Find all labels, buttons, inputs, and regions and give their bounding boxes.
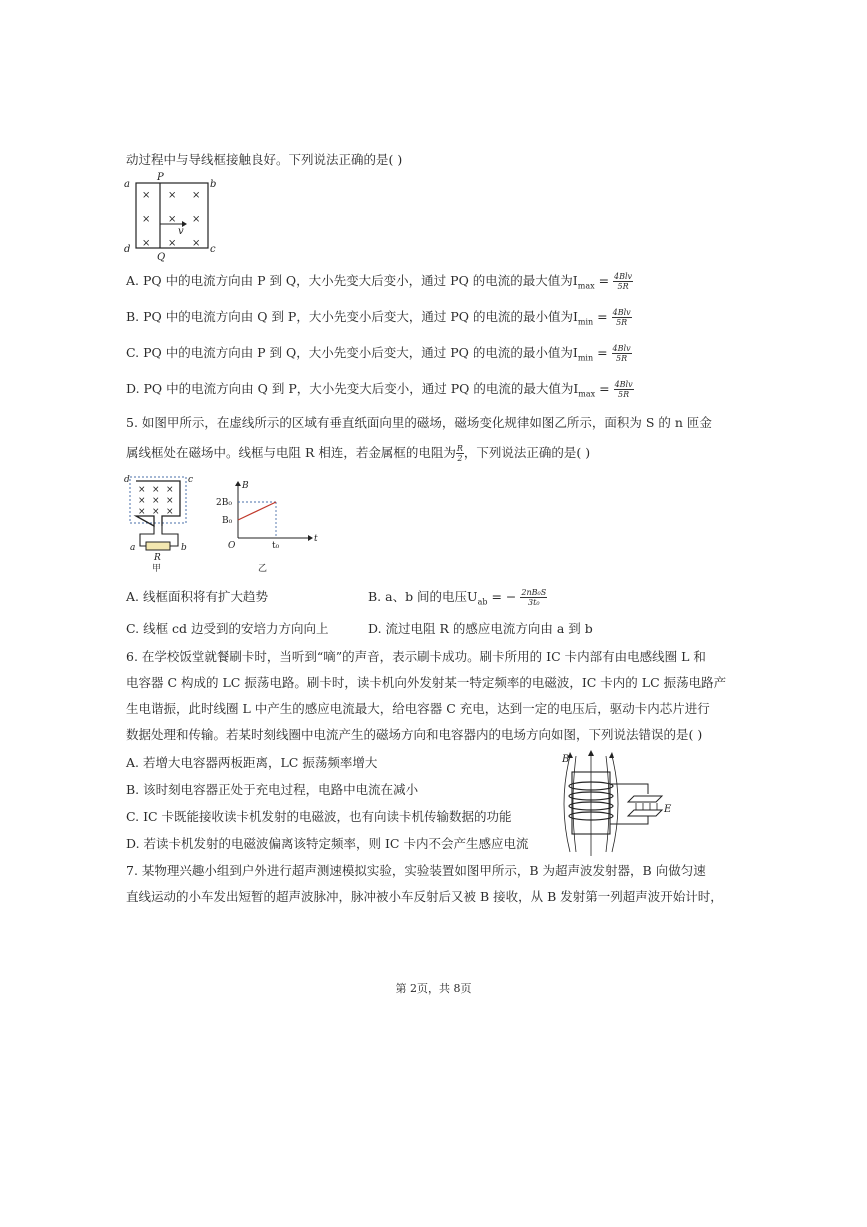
q5-line-2: 属线框处在磁场中。线框与电阻 R 相连，若金属框的电阻为 $\frac{R}{2}$ ，下列说法正确的是( ) (126, 444, 591, 463)
q6-option-a: A. 若增大电容器两板距离，LC 振荡频率增大 (126, 755, 378, 770)
q4-label-v: v (178, 226, 184, 237)
q5-jia-cross: × (138, 507, 146, 517)
q5-jia-cross: × (152, 496, 160, 506)
q5-option-d: D. 流过电阻 R 的感应电流方向由 a 到 b (368, 621, 593, 636)
q5-jia-label-a: a (130, 543, 136, 553)
q5-jia-label-d: d (124, 475, 130, 485)
q5-line-1: 5. 如图甲所示，在虚线所示的区域有垂直纸面向里的磁场，磁场变化规律如图乙所示，面积为 S 的 n 匝金 (126, 415, 712, 430)
q6-line-4: 数据处理和传输。若某时刻线圈中电流产生的磁场方向和电容器内的电场方向如图，下列说法错误的是( ) (126, 727, 703, 742)
q5-jia-label-b: b (181, 543, 187, 553)
q4-cross: × (168, 238, 177, 249)
q4-label-p: P (157, 172, 164, 183)
q4-cross: × (192, 214, 201, 225)
q5-figure-yi (212, 478, 322, 574)
q5-jia-cross: × (166, 496, 174, 506)
q6-label-b: B (562, 754, 570, 765)
q5-yi-tick-t0: t₀ (272, 541, 280, 551)
q4-cross: × (192, 190, 201, 201)
q4-cross: × (168, 190, 177, 201)
q6-option-d: D. 若读卡机发射的电磁波偏离该特定频率，则 IC 卡内不会产生感应电流 (126, 836, 529, 851)
q5-jia-cross: × (138, 485, 146, 495)
q4-option-c: C. PQ 中的电流方向由 P 到 Q，大小先变小后变大，通过 PQ 的电流的最小值为$I_{min}$ = $\frac{\text{4Blv}}{5R}$ (126, 344, 631, 363)
q5-option-b: B. a、b 间的电压$U_{ab}$ = − $\frac{\text{2nB₀S}}{\text{3t₀}}$ (368, 588, 547, 607)
q4-frame-figure (120, 170, 220, 262)
q4-cross: × (142, 214, 151, 225)
q5-jia-cross: × (166, 485, 174, 495)
q5-option-a: A. 线框面积将有扩大趋势 (126, 589, 268, 604)
q5-yi-tick-b0: B₀ (222, 516, 233, 526)
q4-cross: × (142, 238, 151, 249)
q5-yi-b-axis: B (242, 481, 249, 491)
q4-option-d: D. PQ 中的电流方向由 Q 到 P，大小先变大后变小，通过 PQ 的电流的最大值为$I_{max}$ = $\frac{\text{4Blv}}{5R}$ (126, 380, 633, 399)
q5-yi-tick-2b0: 2B₀ (216, 498, 232, 508)
q5-yi-origin: O (228, 541, 236, 551)
q7-line-2: 直线运动的小车发出短暂的超声波脉冲，脉冲被小车反射后又被 B 接收，从 B 发射第一列超声波开始计时， (126, 889, 723, 904)
q5-yi-caption: 乙 (258, 564, 268, 574)
q5-figure-jia (122, 472, 202, 572)
q4-cross: × (192, 238, 201, 249)
q4-cross: × (168, 214, 177, 225)
q4-intro-tail: 动过程中与导线框接触良好。下列说法正确的是( ) (126, 152, 403, 167)
q6-line-2: 电容器 C 构成的 LC 振荡电路。刷卡时，读卡机向外发射某一特定频率的电磁波，IC 卡内的 LC 振荡电路产 (126, 675, 727, 690)
q4-cross: × (142, 190, 151, 201)
q7-line-1: 7. 某物理兴趣小组到户外进行超声测速模拟实验，实验装置如图甲所示，B 为超声波发射器，B 向做匀速 (126, 863, 706, 878)
q5-jia-cross: × (166, 507, 174, 517)
q6-lc-circuit-figure (558, 748, 688, 860)
q5-jia-label-c: c (188, 475, 194, 485)
page-footer: 第 2页，共 8页 (395, 982, 472, 995)
q6-option-b: B. 该时刻电容器正处于充电过程，电路中电流在减小 (126, 782, 419, 797)
q4-label-a: a (124, 179, 130, 190)
q5-jia-caption: 甲 (152, 564, 162, 572)
q5-yi-b-line (238, 502, 276, 520)
q5-jia-cross: × (138, 496, 146, 506)
q5-jia-cross: × (152, 507, 160, 517)
q6-line-3: 生电谐振，此时线圈 L 中产生的感应电流最大，给电容器 C 充电，达到一定的电压后，驱动卡内芯片进行 (126, 701, 710, 716)
q4-label-c: c (210, 244, 216, 255)
q5-jia-label-r: R (154, 553, 161, 563)
q6-line-1: 6. 在学校饭堂就餐刷卡时，当听到“嘀”的声音，表示刷卡成功。刷卡所用的 IC 卡内部有由电感线圈 L 和 (126, 649, 706, 664)
q5-option-c: C. 线框 cd 边受到的安培力方向向上 (126, 621, 329, 636)
q4-label-q: Q (157, 252, 166, 262)
q4-option-b: B. PQ 中的电流方向由 Q 到 P，大小先变小后变大，通过 PQ 的电流的最小值为$I_{min}$ = $\frac{\text{4Blv}}{5R}$ (126, 308, 631, 327)
q5-jia-cross: × (152, 485, 160, 495)
q4-label-d: d (124, 244, 131, 255)
q5-yi-t-axis: t (314, 534, 318, 544)
q6-option-c: C. IC 卡既能接收读卡机发射的电磁波，也有向读卡机传输数据的功能 (126, 809, 512, 824)
q4-option-a: A. PQ 中的电流方向由 P 到 Q，大小先变大后变小，通过 PQ 的电流的最大值为$I_{max}$ = $\frac{\text{4Blv}}{5R}$ (126, 272, 633, 291)
q6-label-e: E (664, 804, 672, 815)
q4-label-b: b (210, 179, 217, 190)
